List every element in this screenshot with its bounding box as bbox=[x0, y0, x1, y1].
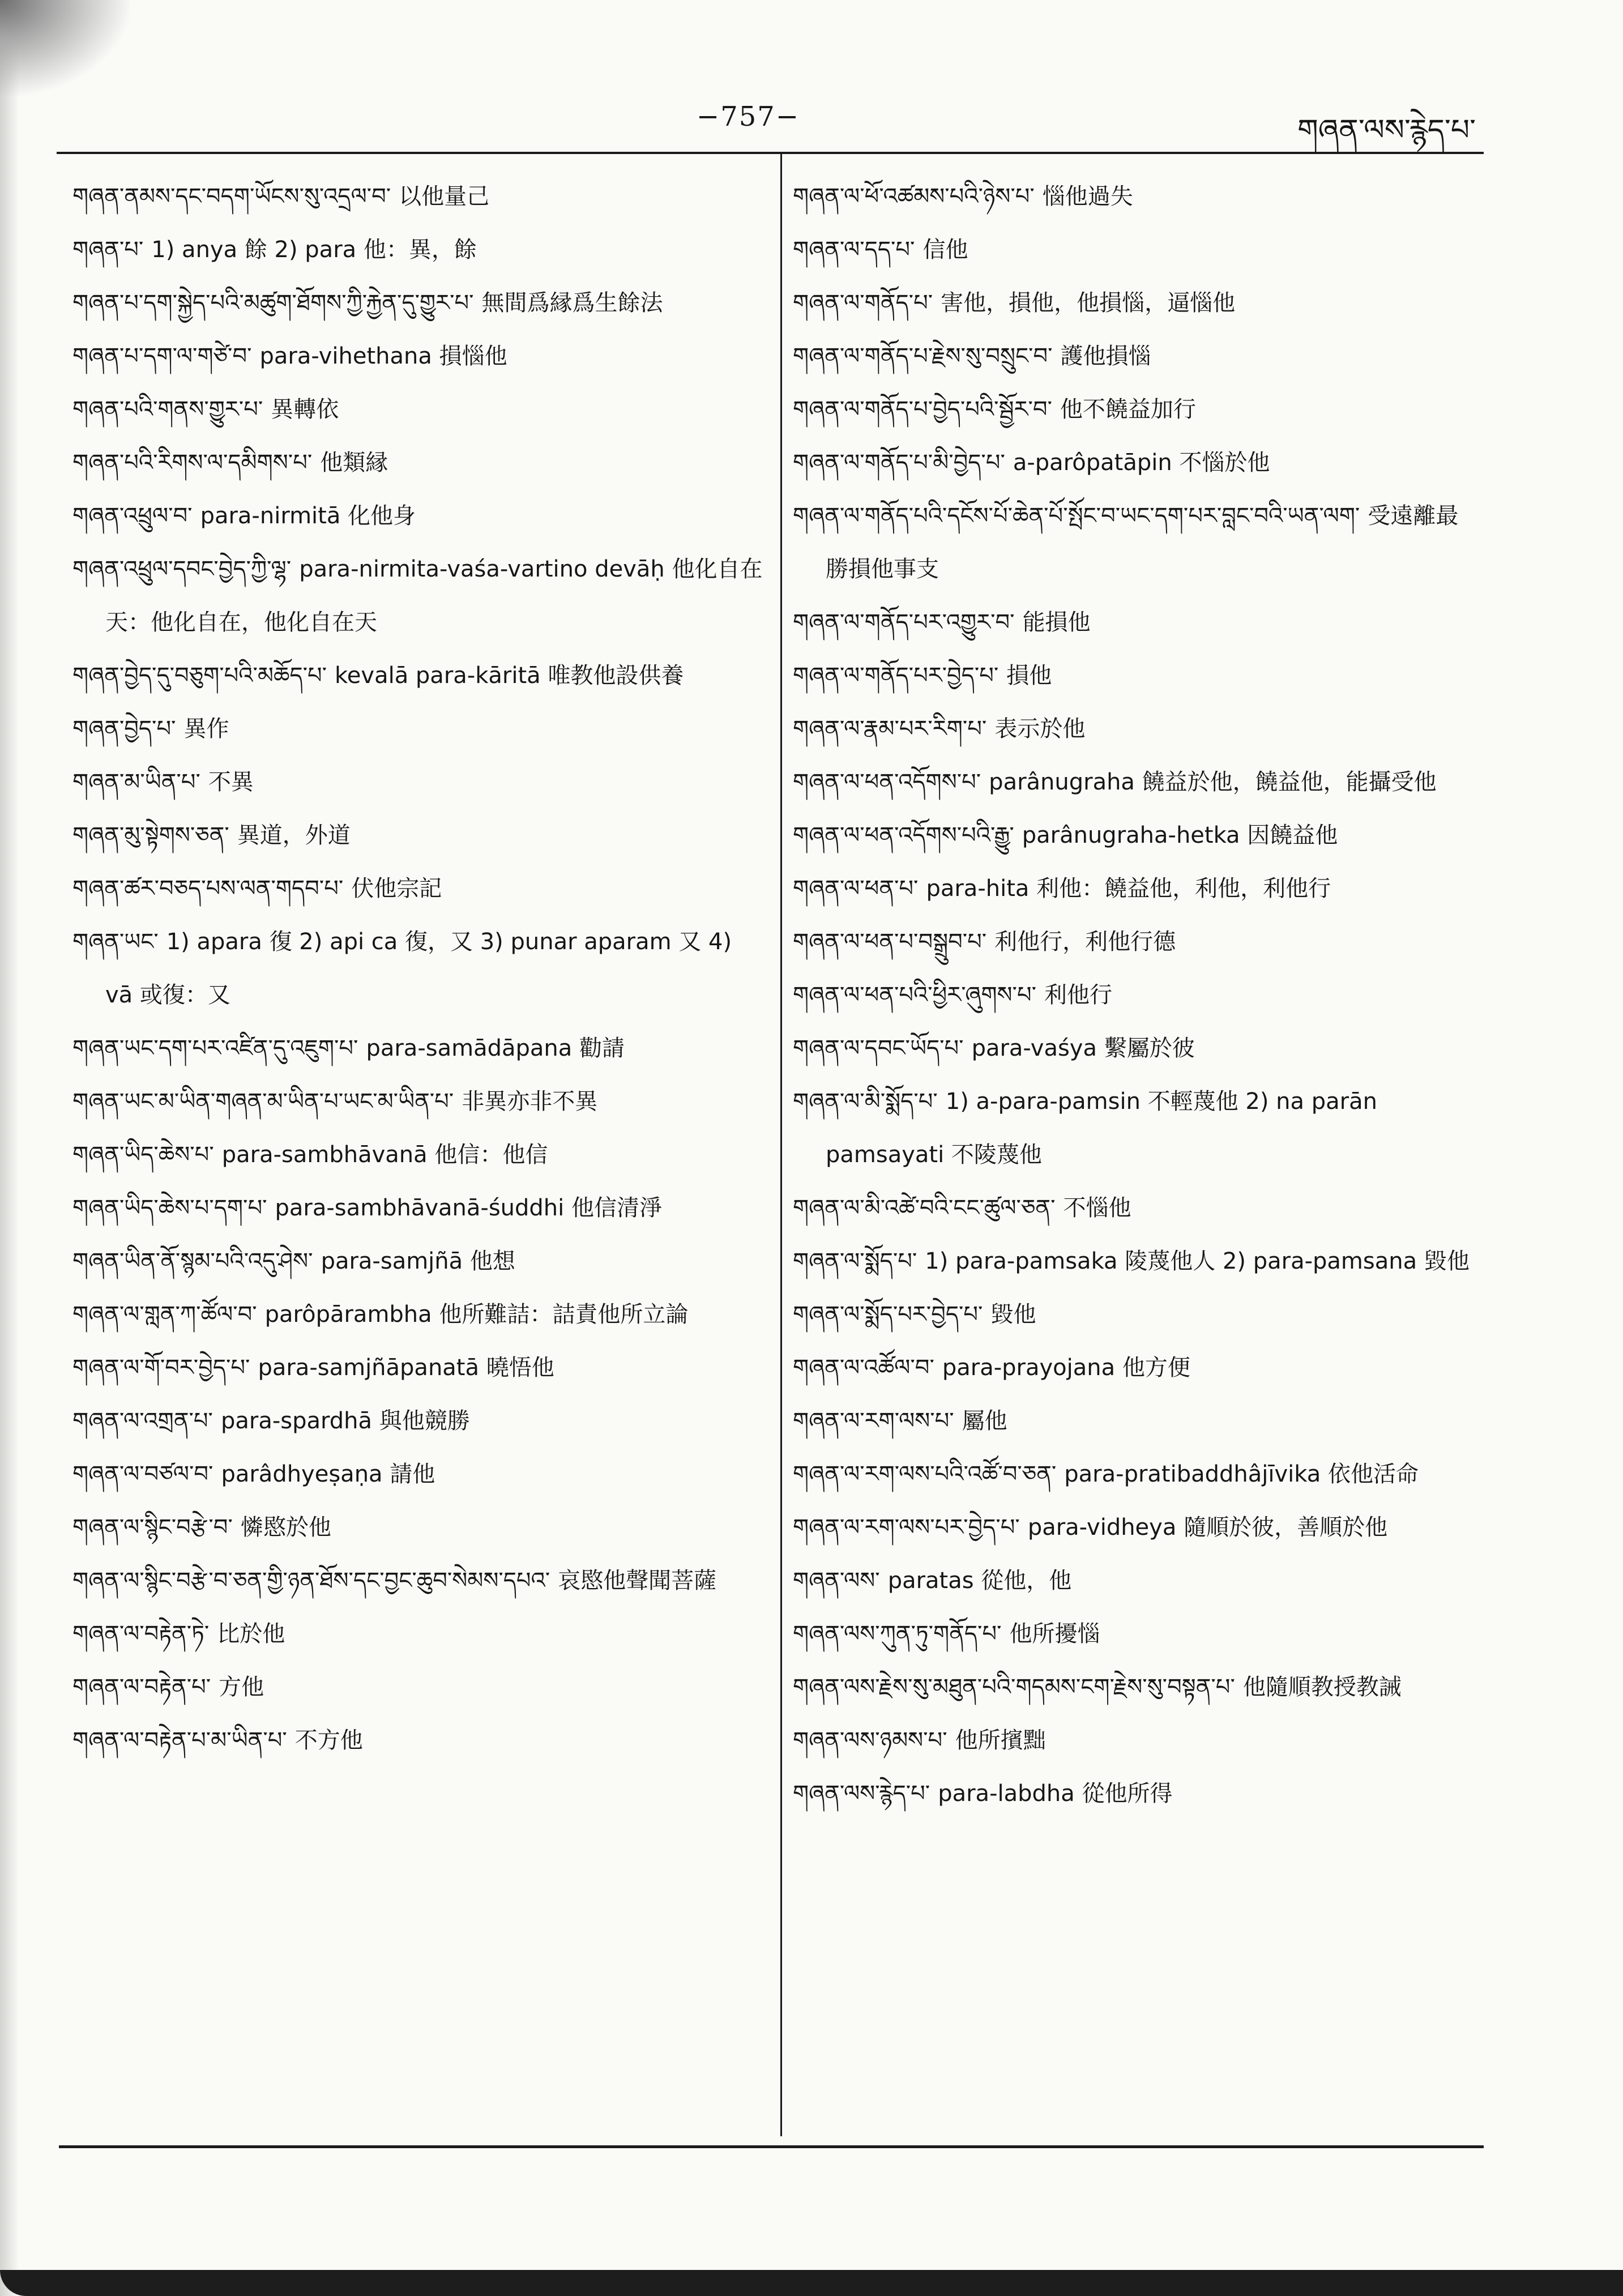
dictionary-entry bbox=[72, 1181, 763, 1235]
entry-headword: གཞན་ལ་བརྟེན་པ་ bbox=[72, 1674, 211, 1700]
entry-definition: para-samjñāpanatā 曉悟他 bbox=[258, 1355, 554, 1381]
entry-headword: གཞན་བྱེད་པ་ bbox=[72, 716, 176, 742]
entry-definition: 信他 bbox=[922, 237, 968, 263]
dictionary-entry bbox=[793, 1394, 1481, 1448]
entry-headword: གཞན་ལ་རག་ལས་པར་བྱེད་པ་ bbox=[793, 1514, 1020, 1540]
dictionary-entry bbox=[72, 276, 763, 330]
entry-definition: 以他量己 bbox=[399, 183, 490, 210]
dictionary-entry bbox=[72, 223, 763, 276]
entry-definition: para-samjñā 他想 bbox=[321, 1248, 515, 1274]
dictionary-entry bbox=[72, 756, 763, 809]
dictionary-entry bbox=[793, 1448, 1481, 1501]
entry-headword: གཞན་ལ་མི་འཚེ་བའི་ངང་ཚུལ་ཅན་ bbox=[793, 1195, 1056, 1221]
dictionary-entry bbox=[72, 1448, 763, 1501]
entry-definition: 方他 bbox=[219, 1674, 264, 1700]
entry-definition: 異轉依 bbox=[271, 396, 339, 423]
entry-definition: 憐愍於他 bbox=[240, 1514, 331, 1540]
entry-definition: para-sambhāvanā-śuddhi 他信清淨 bbox=[275, 1195, 662, 1221]
entry-definition: 不異 bbox=[208, 769, 254, 795]
entry-definition: parânugraha 饒益於他，饒益他，能攝受他 bbox=[989, 769, 1437, 795]
entry-headword: གཞན་ཡིད་ཆེས་པ་དག་པ་ bbox=[72, 1195, 267, 1221]
entry-headword: གཞན་ལས་ཀུན་ཏུ་གནོད་པ་ bbox=[793, 1621, 1002, 1647]
entry-headword: གཞན་ལ་གནོད་པར་འགྱུར་བ་ bbox=[793, 609, 1015, 635]
dictionary-entry bbox=[72, 436, 763, 489]
entry-headword: གཞན་ལ་རག་ལས་པའི་འཚོ་བ་ཅན་ bbox=[793, 1461, 1057, 1487]
entry-definition: 非異亦非不異 bbox=[462, 1089, 598, 1115]
dictionary-entry bbox=[793, 170, 1481, 223]
scan-edge-shadow bbox=[0, 0, 19, 2296]
entry-definition: parâdhyeṣaṇa 請他 bbox=[221, 1461, 435, 1487]
entry-definition: para-samādāpana 勸請 bbox=[366, 1035, 625, 1061]
entry-definition: 表示於他 bbox=[994, 716, 1086, 742]
entry-definition: 無間爲縁爲生餘法 bbox=[481, 290, 663, 316]
entry-headword: གཞན་འཕྲུལ་བ་ bbox=[72, 503, 193, 529]
entry-headword: གཞན་ལ་རག་ལས་པ་ bbox=[793, 1408, 954, 1434]
entry-headword: གཞན་མ་ཡིན་པ་ bbox=[72, 769, 200, 795]
entry-headword: གཞན་ལ་སྙིང་བརྩེ་བ་ཅན་གྱི་ཉན་ཐོས་དང་བྱང་ཆུབ་སེམས་དཔའ་ bbox=[72, 1568, 550, 1594]
dictionary-entry bbox=[793, 1181, 1481, 1235]
header-rule bbox=[57, 152, 1484, 154]
entry-headword: གཞན་ལ་བརྟེན་ཏེ་ bbox=[72, 1621, 210, 1647]
dictionary-entry bbox=[72, 1075, 763, 1128]
entry-definition: para-prayojana 他方便 bbox=[942, 1355, 1190, 1381]
entry-headword: གཞན་ལ་ཕན་པ་ bbox=[793, 876, 919, 902]
page-number: −757− bbox=[697, 101, 800, 133]
entry-definition: 他所擾惱 bbox=[1009, 1621, 1100, 1647]
dictionary-entry bbox=[793, 1767, 1481, 1820]
dictionary-entry bbox=[72, 1554, 763, 1607]
entry-headword: གཞན་ལ་གནོད་པ་བྱེད་པའི་སྦྱོར་བ་ bbox=[793, 396, 1052, 423]
dictionary-entry bbox=[72, 1128, 763, 1181]
entry-headword: གཞན་ལ་སྙིང་བརྩེ་བ་ bbox=[72, 1514, 233, 1540]
left-column bbox=[72, 170, 763, 1767]
dictionary-entry bbox=[793, 1288, 1481, 1341]
entry-headword: གཞན་ལ་ཕན་པ་བསྒྲུབ་པ་ bbox=[793, 929, 987, 955]
dictionary-entry bbox=[72, 649, 763, 702]
entry-definition: 1) anya 餘 2) para 他：異，餘 bbox=[151, 237, 477, 263]
dictionary-entry bbox=[72, 383, 763, 436]
entry-headword: གཞན་ཡིད་ཆེས་པ་ bbox=[72, 1142, 214, 1168]
dictionary-entry bbox=[793, 1607, 1481, 1661]
entry-headword: གཞན་པའི་གནས་གྱུར་པ་ bbox=[72, 396, 263, 423]
entry-headword: གཞན་ཡིན་ནོ་སྙམ་པའི་འདུ་ཤེས་ bbox=[72, 1248, 313, 1274]
entry-headword: གཞན་ལ་འཚོལ་བ་ bbox=[793, 1355, 934, 1381]
entry-headword: གཞན་ཚར་བཅད་པས་ལན་གདབ་པ་ bbox=[72, 876, 344, 902]
dictionary-entry bbox=[793, 915, 1481, 968]
dictionary-entry bbox=[72, 702, 763, 756]
dictionary-entry bbox=[793, 1554, 1481, 1607]
dictionary-entry bbox=[72, 809, 763, 862]
entry-definition: 1) a-para-pamsin 不輕蔑他 2) na parān pamsayati 不陵蔑他 bbox=[826, 1089, 1377, 1168]
entry-headword: གཞན་འཕྲུལ་དབང་བྱེད་ཀྱི་ལྷ་ bbox=[72, 556, 292, 582]
entry-definition: para-pratibaddhâjīvika 依他活命 bbox=[1064, 1461, 1419, 1487]
entry-definition: kevalā para-kāritā 唯教他設供養 bbox=[335, 663, 684, 689]
entry-headword: གཞན་པའི་རིགས་ལ་དམིགས་པ་ bbox=[72, 450, 313, 476]
entry-headword: གཞན་པ་ bbox=[72, 237, 144, 263]
entry-headword: གཞན་ཡང་མ་ཡིན་གཞན་མ་ཡིན་པ་ཡང་མ་ཡིན་པ་ bbox=[72, 1089, 454, 1115]
entry-headword: གཞན་ལ་མི་སྨོད་པ་ bbox=[793, 1089, 938, 1115]
footer-rule bbox=[59, 2145, 1484, 2148]
entry-definition: 1) para-pamsaka 陵蔑他人 2) para-pamsana 毀他 bbox=[925, 1248, 1470, 1274]
entry-definition: 伏他宗記 bbox=[351, 876, 442, 902]
entry-headword: གཞན་ལ་སྨོད་པར་བྱེད་པ་ bbox=[793, 1301, 983, 1328]
entry-definition: para-nirmita-vaśa-vartino devāḥ 他化自在天：他化自在，他化自在天 bbox=[105, 556, 763, 635]
entry-definition: 不惱他 bbox=[1063, 1195, 1131, 1221]
entry-headword: གཞན་ལ་ཕོ་འཚམས་པའི་ཉེས་པ་ bbox=[793, 183, 1035, 210]
entry-definition: 比於他 bbox=[217, 1621, 285, 1647]
dictionary-entry bbox=[72, 1341, 763, 1394]
dictionary-entry bbox=[793, 489, 1481, 596]
entry-headword: གཞན་ནམས་དང་བདག་ཡོངས་སུ་འདྲལ་བ་ bbox=[72, 183, 391, 210]
entry-headword: གཞན་ལ་སྨོད་པ་ bbox=[793, 1248, 917, 1274]
entry-headword: གཞན་ལ་རྣམ་པར་རིག་པ་ bbox=[793, 716, 987, 742]
entry-definition: 能損他 bbox=[1022, 609, 1091, 635]
entry-definition: para-hita 利他：饒益他，利他，利他行 bbox=[926, 876, 1331, 902]
entry-headword: གཞན་ལས་ bbox=[793, 1568, 880, 1594]
running-head: གཞན་ལས་རྙེད་པ་ bbox=[1297, 113, 1476, 147]
dictionary-entry bbox=[793, 1714, 1481, 1767]
dictionary-entry bbox=[72, 1607, 763, 1661]
entry-headword: གཞན་ལ་ཕན་པའི་ཕྱིར་ཞུགས་པ་ bbox=[793, 982, 1036, 1008]
entry-headword: གཞན་ལ་བཙལ་བ་ bbox=[72, 1461, 213, 1487]
dictionary-entry bbox=[793, 436, 1481, 489]
dictionary-entry bbox=[793, 968, 1481, 1022]
entry-headword: གཞན་ཡང་ bbox=[72, 929, 159, 955]
entry-definition: 受遠離最勝損他事支 bbox=[826, 503, 1459, 582]
dictionary-entry bbox=[793, 756, 1481, 809]
scan-bottom-band bbox=[0, 2270, 1623, 2296]
entry-headword: གཞན་ལ་གནོད་པར་བྱེད་པ་ bbox=[793, 663, 999, 689]
entry-definition: para-spardhā 與他競勝 bbox=[220, 1408, 470, 1434]
entry-headword: གཞན་པ་དག་ལ་གཙེ་བ་ bbox=[72, 343, 252, 369]
entry-definition: 惱他過失 bbox=[1042, 183, 1133, 210]
entry-definition: a-parôpatāpin 不惱於他 bbox=[1013, 450, 1270, 476]
dictionary-entry bbox=[793, 1022, 1481, 1075]
dictionary-entry bbox=[793, 1341, 1481, 1394]
entry-definition: 不方他 bbox=[294, 1727, 363, 1753]
entry-definition: parânugraha-hetka 因饒益他 bbox=[1022, 822, 1338, 848]
dictionary-entry bbox=[793, 702, 1481, 756]
entry-definition: para-sambhāvanā 他信：他信 bbox=[221, 1142, 548, 1168]
entry-definition: 損他 bbox=[1006, 663, 1052, 689]
entry-definition: 哀愍他聲聞菩薩 bbox=[558, 1568, 717, 1594]
dictionary-entry bbox=[793, 223, 1481, 276]
entry-definition: 護他損惱 bbox=[1060, 343, 1151, 369]
dictionary-entry bbox=[72, 862, 763, 915]
entry-headword: གཞན་ལ་ཕན་འདོགས་པའི་རྒྱུ་ bbox=[793, 822, 1014, 848]
dictionary-entry bbox=[793, 383, 1481, 436]
entry-definition: 毀他 bbox=[990, 1301, 1036, 1328]
dictionary-entry bbox=[793, 809, 1481, 862]
dictionary-entry bbox=[793, 330, 1481, 383]
entry-headword: གཞན་ལ་ཕན་འདོགས་པ་ bbox=[793, 769, 981, 795]
entry-definition: 害他，損他，他損惱，逼惱他 bbox=[941, 290, 1236, 316]
entry-headword: གཞན་ལས་ཉམས་པ་ bbox=[793, 1727, 947, 1753]
dictionary-entry bbox=[793, 596, 1481, 649]
dictionary-entry bbox=[72, 1235, 763, 1288]
column-divider bbox=[780, 154, 782, 2136]
entry-headword: གཞན་ལ་གནོད་པ་ bbox=[793, 290, 933, 316]
scan-corner-shadow bbox=[0, 0, 130, 96]
entry-headword: གཞན་བྱེད་དུ་བཅུག་པའི་མཆོད་པ་ bbox=[72, 663, 327, 689]
entry-definition: para-vihethana 損惱他 bbox=[259, 343, 507, 369]
right-column bbox=[793, 170, 1481, 1820]
dictionary-entry bbox=[72, 330, 763, 383]
entry-definition: 1) apara 復 2) api ca 復，又 3) punar aparam 又 4) vā 或復：又 bbox=[105, 929, 732, 1008]
entry-headword: གཞན་ལ་གླན་ཀ་ཚོལ་བ་ bbox=[72, 1301, 257, 1328]
entry-definition: 利他行 bbox=[1044, 982, 1112, 1008]
entry-definition: 利他行，利他行德 bbox=[994, 929, 1176, 955]
dictionary-entry bbox=[72, 543, 763, 649]
dictionary-entry bbox=[793, 1501, 1481, 1554]
entry-definition: para-vaśya 繫屬於彼 bbox=[971, 1035, 1195, 1061]
entry-definition: 他隨順教授教誡 bbox=[1242, 1674, 1402, 1700]
dictionary-entry bbox=[72, 489, 763, 543]
dictionary-entry bbox=[72, 170, 763, 223]
dictionary-entry bbox=[72, 1501, 763, 1554]
entry-definition: 異作 bbox=[183, 716, 229, 742]
dictionary-entry bbox=[72, 915, 763, 1022]
dictionary-entry bbox=[793, 862, 1481, 915]
entry-headword: གཞན་ལ་གནོད་པ་མི་བྱེད་པ་ bbox=[793, 450, 1005, 476]
entry-definition: parôpārambha 他所難詰：詰責他所立論 bbox=[264, 1301, 689, 1328]
entry-headword: གཞན་ལ་འགྲན་པ་ bbox=[72, 1408, 213, 1434]
dictionary-entry bbox=[793, 1661, 1481, 1714]
entry-headword: གཞན་ཡང་དག་པར་འཛིན་དུ་འཇུག་པ་ bbox=[72, 1035, 358, 1061]
dictionary-entry bbox=[72, 1022, 763, 1075]
entry-definition: 他所擯黜 bbox=[955, 1727, 1046, 1753]
dictionary-entry bbox=[793, 276, 1481, 330]
entry-headword: གཞན་ལས་རྙེད་པ་ bbox=[793, 1781, 930, 1807]
entry-definition: 異道，外道 bbox=[237, 822, 351, 848]
entry-definition: 屬他 bbox=[962, 1408, 1007, 1434]
entry-definition: para-labdha 從他所得 bbox=[938, 1781, 1173, 1807]
entry-definition: para-nirmitā 化他身 bbox=[200, 503, 416, 529]
entry-headword: གཞན་ལ་གནོད་པ་རྗེས་སུ་བསྲུང་བ་ bbox=[793, 343, 1053, 369]
entry-definition: paratas 從他，他 bbox=[887, 1568, 1072, 1594]
entry-definition: 他不饒益加行 bbox=[1060, 396, 1196, 423]
entry-headword: གཞན་མུ་སྟེགས་ཅན་ bbox=[72, 822, 229, 848]
entry-definition: 他類縁 bbox=[320, 450, 388, 476]
entry-headword: གཞན་ལ་བརྟེན་པ་མ་ཡིན་པ་ bbox=[72, 1727, 287, 1753]
dictionary-entry bbox=[72, 1714, 763, 1767]
dictionary-entry bbox=[72, 1288, 763, 1341]
entry-definition: para-vidheya 隨順於彼，善順於他 bbox=[1027, 1514, 1388, 1540]
entry-headword: གཞན་ལ་གོ་བར་བྱེད་པ་ bbox=[72, 1355, 250, 1381]
entry-headword: གཞན་ལས་རྗེས་སུ་མཐུན་པའི་གདམས་ངག་རྗེས་སུ་བསྟན་པ་ bbox=[793, 1674, 1235, 1700]
entry-headword: གཞན་ལ་དད་པ་ bbox=[793, 237, 915, 263]
entry-headword: གཞན་པ་དག་སྐྱེད་པའི་མཚུག་ཐོགས་ཀྱི་རྐྱེན་དུ་གྱུར་པ་ bbox=[72, 290, 474, 316]
dictionary-entry bbox=[793, 1075, 1481, 1181]
dictionary-entry bbox=[72, 1394, 763, 1448]
dictionary-entry bbox=[793, 1235, 1481, 1288]
dictionary-entry bbox=[793, 649, 1481, 702]
dictionary-entry bbox=[72, 1661, 763, 1714]
entry-headword: གཞན་ལ་དབང་ཡོད་པ་ bbox=[793, 1035, 964, 1061]
entry-headword: གཞན་ལ་གནོད་པའི་དངོས་པོ་ཆེན་པོ་སྤོང་བ་ཡང་དག་པར་བླང་བའི་ཡན་ལག་ bbox=[793, 503, 1360, 529]
